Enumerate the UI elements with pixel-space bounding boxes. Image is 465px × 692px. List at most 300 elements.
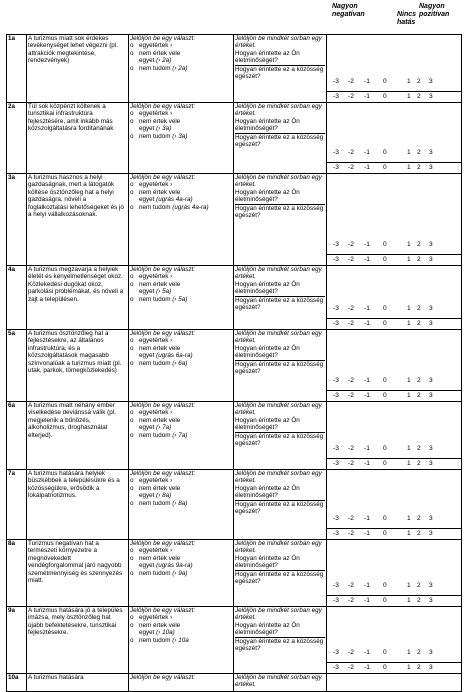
radio-circle-icon[interactable]: o (130, 554, 134, 562)
option-agree[interactable]: o egyetértek › (130, 273, 173, 281)
choice-cell (129, 103, 234, 174)
radio-circle-icon[interactable]: o (130, 569, 134, 577)
scale-option[interactable]: 1 (407, 256, 411, 263)
scale-cell (327, 330, 462, 402)
scale-community[interactable] (327, 162, 461, 173)
option-disagree-cont: egyet (ugrás 4a-ra) (139, 196, 193, 204)
scale-option[interactable]: -3 (333, 256, 339, 263)
choice-cell (129, 607, 234, 674)
scale-option[interactable]: 2 (417, 649, 421, 656)
scale-option[interactable]: 3 (429, 377, 433, 384)
scale-option[interactable]: 0 (383, 149, 387, 156)
scale-option[interactable]: -3 (333, 582, 339, 589)
item-id: 6a (7, 402, 27, 470)
radio-circle-icon[interactable]: o (130, 117, 134, 125)
skip-reference: (ugrás 6a-ra) (156, 352, 193, 360)
radio-circle-icon[interactable]: o (130, 431, 134, 439)
question-cell (234, 330, 327, 402)
scale-option[interactable]: 3 (429, 164, 433, 171)
scale-option[interactable]: -1 (364, 515, 370, 522)
scale-option[interactable]: 3 (429, 460, 433, 467)
scale-option[interactable]: -3 (333, 649, 339, 656)
skip-reference: (ugrás 4a-ra) (172, 203, 209, 211)
question-self: Hogyan érintette az Ön életminőségét? (235, 49, 300, 65)
scale-self[interactable] (327, 514, 461, 524)
scale-option[interactable]: -2 (348, 515, 354, 522)
scale-option[interactable]: 1 (407, 377, 411, 384)
scale-option[interactable]: -1 (364, 530, 370, 537)
table-row (7, 330, 462, 402)
question-community: Hogyan érintette ez a közösség egészét? (235, 296, 324, 312)
radio-circle-icon[interactable]: o (130, 181, 134, 189)
option-dont-know[interactable]: o nem tudom (› 8a) (130, 499, 188, 507)
scale-option[interactable]: 0 (383, 320, 387, 327)
scale-option[interactable]: -1 (364, 597, 370, 604)
scale-option[interactable]: 3 (429, 78, 433, 85)
table-row (7, 470, 462, 540)
scale-option[interactable]: -3 (333, 164, 339, 171)
option-agree[interactable]: o egyetértek › (130, 337, 173, 345)
question-community: Hogyan érintette ez a közösség egészét? (235, 570, 324, 586)
option-disagree-cont: egyet (› 7a) (139, 424, 172, 432)
scale-option[interactable]: -2 (348, 530, 354, 537)
scale-option[interactable]: 3 (429, 582, 433, 589)
skip-reference: (› 9a) (172, 569, 188, 577)
scale-self[interactable] (327, 648, 461, 658)
question-self: Hogyan érintette az Ön életminőségét? (235, 280, 300, 296)
option-disagree-cont: egyet (› 8a) (139, 492, 172, 500)
scale-community[interactable] (327, 662, 461, 673)
radio-circle-icon[interactable]: o (130, 49, 134, 57)
question-self: Hogyan érintette az Ön életminőségét? (235, 188, 300, 204)
table-row (7, 35, 462, 103)
scale-option[interactable]: 2 (417, 582, 421, 589)
skip-reference: (ugrás 9a-ra) (156, 562, 193, 570)
scale-community[interactable] (327, 595, 461, 606)
scale-option[interactable]: 2 (417, 256, 421, 263)
item-id: 7a (7, 470, 27, 540)
table-row (7, 540, 462, 607)
scale-option[interactable]: -2 (348, 241, 354, 248)
scale-option[interactable]: 2 (417, 305, 421, 312)
radio-circle-icon[interactable]: o (130, 42, 134, 50)
option-agree[interactable]: o egyetértek › (130, 477, 173, 485)
radio-circle-icon[interactable]: o (130, 273, 134, 281)
scale-option[interactable]: 1 (407, 649, 411, 656)
scale-option[interactable]: -2 (348, 256, 354, 263)
choice-instruction: Jelöljön be egy választ: (130, 674, 196, 681)
table-row (7, 607, 462, 674)
choice-instruction: Jelöljön be egy választ: (130, 540, 196, 547)
option-dont-know[interactable]: o nem tudom (› 2a) (130, 64, 188, 72)
scale-option[interactable]: 2 (417, 149, 421, 156)
scale-option[interactable]: 0 (383, 664, 387, 671)
scale-option[interactable]: 2 (417, 241, 421, 248)
scale-option[interactable]: -3 (333, 460, 339, 467)
skip-reference: (› 7a) (172, 431, 188, 439)
scale-option[interactable]: -2 (348, 377, 354, 384)
scale-option[interactable]: 0 (383, 305, 387, 312)
scale-option[interactable]: 0 (383, 530, 387, 537)
choice-instruction: Jelöljön be egy választ: (130, 330, 196, 337)
scale-option[interactable]: 1 (407, 241, 411, 248)
scale-option[interactable]: -1 (364, 377, 370, 384)
scale-option[interactable]: -3 (333, 377, 339, 384)
scale-option[interactable]: 2 (417, 445, 421, 452)
scale-option[interactable]: 1 (407, 582, 411, 589)
radio-circle-icon[interactable]: o (130, 636, 134, 644)
option-disagree[interactable]: o nem értek vele (130, 49, 181, 57)
choice-cell (129, 35, 234, 103)
scale-option[interactable]: 3 (429, 149, 433, 156)
item-id: 9a (7, 607, 27, 674)
choice-instruction: Jelöljön be egy választ: (130, 103, 196, 110)
both-rows-instruction: Jelöljön be mindkét sorban egy értéket. (235, 103, 322, 118)
item-statement: A turizmus hatására helyiek büszkébbek a településükre és a közösségükre, erősödik a lokálpatriotizmus. (27, 470, 129, 540)
scale-option[interactable]: 0 (383, 582, 387, 589)
scale-option[interactable]: -1 (364, 582, 370, 589)
item-id: 1a (7, 35, 27, 103)
radio-circle-icon[interactable]: o (130, 547, 134, 555)
scale-option[interactable]: 3 (429, 256, 433, 263)
scale-cell (327, 103, 462, 174)
scale-option[interactable]: 1 (407, 392, 411, 399)
skip-reference: (› 10a) (156, 629, 175, 637)
scale-option[interactable]: 3 (429, 515, 433, 522)
table-row (7, 266, 462, 330)
choice-instruction: Jelöljön be egy választ: (130, 174, 196, 181)
radio-circle-icon[interactable]: o (130, 359, 134, 367)
scale-option[interactable]: -1 (364, 305, 370, 312)
scale-cell (327, 674, 462, 692)
scale-option[interactable]: 2 (417, 460, 421, 467)
questionnaire-table (6, 34, 462, 692)
both-rows-instruction: Jelöljön be mindkét sorban egy értéket. (235, 266, 322, 281)
scale-community[interactable] (327, 91, 461, 102)
skip-reference: (› 2a) (172, 64, 188, 72)
table-row (7, 674, 462, 692)
question-cell (234, 402, 327, 470)
scale-self[interactable] (327, 581, 461, 591)
scale-option[interactable]: 1 (407, 460, 411, 467)
scale-self[interactable] (327, 77, 461, 87)
option-disagree-cont: egyet (› 10a) (139, 629, 175, 637)
question-community: Hogyan érintette ez a közösség egészét? (235, 133, 324, 149)
radio-circle-icon[interactable]: o (130, 477, 134, 485)
scale-cell (327, 174, 462, 266)
scale-option[interactable]: -3 (333, 149, 339, 156)
scale-option[interactable]: -1 (364, 256, 370, 263)
scale-option[interactable]: 3 (429, 392, 433, 399)
scale-community[interactable] (327, 254, 461, 265)
choice-instruction: Jelöljön be egy választ: (130, 402, 196, 409)
scale-community[interactable] (327, 318, 461, 329)
radio-circle-icon[interactable]: o (130, 621, 134, 629)
scale-option[interactable]: -2 (348, 149, 354, 156)
scale-option[interactable]: -1 (364, 320, 370, 327)
item-id: 10a (7, 674, 27, 692)
scale-self[interactable] (327, 240, 461, 250)
radio-circle-icon[interactable]: o (130, 280, 134, 288)
skip-reference: (› 10a (172, 636, 189, 644)
option-disagree[interactable]: o nem értek vele (130, 188, 181, 196)
scale-option[interactable]: -2 (348, 93, 354, 100)
scale-option[interactable]: 2 (417, 377, 421, 384)
question-cell (234, 35, 327, 103)
scale-option[interactable]: -3 (333, 597, 339, 604)
skip-reference: (› 5a) (172, 295, 188, 303)
radio-circle-icon[interactable]: o (130, 64, 134, 72)
table-row (7, 103, 462, 174)
choice-instruction: Jelöljön be egy választ: (130, 266, 196, 273)
header-positive: Nagyon pozitívan (419, 3, 450, 18)
scale-option[interactable]: 1 (407, 515, 411, 522)
scale-option[interactable]: -3 (333, 93, 339, 100)
option-dont-know[interactable]: o nem tudom (› 7a) (130, 431, 188, 439)
scale-option[interactable]: -1 (364, 78, 370, 85)
scale-self[interactable] (327, 148, 461, 158)
question-self: Hogyan érintette az Ön életminőségét? (235, 117, 300, 133)
item-id: 5a (7, 330, 27, 402)
scale-option[interactable]: 0 (383, 460, 387, 467)
skip-reference: (› 2a) (156, 57, 172, 65)
item-statement: A turizmus miatt sok érdekes tevékenységet lehet végezni (pl. attrakciók megtekintése, rendezvények) (27, 35, 129, 103)
scale-option[interactable]: 2 (417, 164, 421, 171)
scale-option[interactable]: -1 (364, 460, 370, 467)
option-dont-know[interactable]: o nem tudom (› 5a) (130, 295, 188, 303)
scale-option[interactable]: -3 (333, 515, 339, 522)
choice-cell (129, 402, 234, 470)
question-cell (234, 607, 327, 674)
item-statement: A turizmus miatt néhány ember viselkedése deviánssá válik (pl. megjelenik a bűnözés, alkoholizmus, droghasználat elterjed). (27, 402, 129, 470)
scale-option[interactable]: 3 (429, 597, 433, 604)
question-cell (234, 540, 327, 607)
scale-option[interactable]: -3 (333, 241, 339, 248)
scale-option[interactable]: 2 (417, 78, 421, 85)
choice-cell (129, 174, 234, 266)
scale-option[interactable]: -3 (333, 305, 339, 312)
scale-option[interactable]: -2 (348, 649, 354, 656)
header-negative: Nagyon negatívan (332, 3, 365, 18)
scale-option[interactable]: 1 (407, 664, 411, 671)
scale-option[interactable]: 0 (383, 241, 387, 248)
scale-option[interactable]: -3 (333, 320, 339, 327)
radio-circle-icon[interactable]: o (130, 337, 134, 345)
scale-option[interactable]: 3 (429, 320, 433, 327)
scale-option[interactable]: -2 (348, 305, 354, 312)
option-dont-know[interactable]: o nem tudom (› 10a (130, 636, 189, 644)
scale-option[interactable]: 1 (407, 78, 411, 85)
option-agree[interactable]: o egyetértek › (130, 110, 173, 118)
option-disagree-cont: egyet (› 5a) (139, 288, 172, 296)
scale-option[interactable]: -2 (348, 445, 354, 452)
scale-option[interactable]: -1 (364, 149, 370, 156)
radio-circle-icon[interactable]: o (130, 484, 134, 492)
radio-circle-icon[interactable]: o (130, 188, 134, 196)
scale-option[interactable]: -1 (364, 445, 370, 452)
choice-instruction: Jelöljön be egy választ: (130, 607, 196, 614)
scale-community[interactable] (327, 458, 461, 469)
scale-option[interactable]: 0 (383, 93, 387, 100)
scale-self[interactable] (327, 376, 461, 386)
question-community: Hogyan érintette ez a közösség egészét? (235, 204, 324, 220)
scale-option[interactable]: -3 (333, 78, 339, 85)
scale-cell (327, 470, 462, 540)
scale-option[interactable]: 2 (417, 392, 421, 399)
scale-option[interactable]: 3 (429, 530, 433, 537)
scale-option[interactable]: 3 (429, 445, 433, 452)
question-self: Hogyan érintette az Ön életminőségét? (235, 621, 300, 637)
option-dont-know[interactable]: o nem tudom (› 3a) (130, 132, 188, 140)
scale-option[interactable]: 0 (383, 515, 387, 522)
table-row (7, 402, 462, 470)
scale-option[interactable]: 0 (383, 164, 387, 171)
scale-self[interactable] (327, 444, 461, 454)
skip-reference: (ugrás 4a-ra) (156, 196, 193, 204)
item-id: 4a (7, 266, 27, 330)
scale-option[interactable]: -2 (348, 582, 354, 589)
scale-option[interactable]: -2 (348, 460, 354, 467)
skip-reference: (› 8a) (172, 499, 188, 507)
question-community: Hogyan érintette ez a közösség egészét? (235, 637, 324, 653)
question-self: Hogyan érintette az Ön életminőségét? (235, 554, 300, 570)
scale-option[interactable]: 3 (429, 664, 433, 671)
option-dont-know[interactable]: o nem tudom (› 6a) (130, 359, 188, 367)
scale-option[interactable]: 0 (383, 445, 387, 452)
option-disagree[interactable]: o nem értek vele (130, 117, 181, 125)
scale-option[interactable]: -2 (348, 664, 354, 671)
question-cell (234, 103, 327, 174)
option-agree[interactable]: o egyetértek › (130, 409, 173, 417)
scale-cell (327, 266, 462, 330)
item-statement: A turizmus megzavarja a helyiek életét és kényelmetlenséget okoz. Közlekedési dugókat okoz, parkolási problémákat, és növeli a zajt a településen. (27, 266, 129, 330)
scale-option[interactable]: 1 (407, 93, 411, 100)
radio-circle-icon[interactable]: o (130, 614, 134, 622)
scale-option[interactable]: 3 (429, 241, 433, 248)
option-disagree-cont: egyet (› 3a) (139, 125, 172, 133)
scale-option[interactable]: 1 (407, 305, 411, 312)
scale-option[interactable]: -1 (364, 392, 370, 399)
option-dont-know[interactable]: o nem tudom (ugrás 4a-ra) (130, 203, 209, 211)
both-rows-instruction: Jelöljön be mindkét sorban egy értéket. (235, 330, 322, 345)
option-disagree-cont: egyet (ugrás 6a-ra) (139, 352, 193, 360)
scale-option[interactable]: 1 (407, 597, 411, 604)
scale-option[interactable]: 3 (429, 93, 433, 100)
skip-reference: (› 3a) (172, 132, 188, 140)
item-id: 2a (7, 103, 27, 174)
scale-community[interactable] (327, 390, 461, 401)
question-self: Hogyan érintette az Ön életminőségét? (235, 344, 300, 360)
scale-option[interactable]: -3 (333, 664, 339, 671)
both-rows-instruction: Jelöljön be mindkét sorban egy értéket. (235, 174, 322, 189)
option-agree[interactable]: o egyetértek › (130, 181, 173, 189)
option-disagree[interactable]: o nem értek vele (130, 554, 181, 562)
radio-circle-icon[interactable]: o (130, 132, 134, 140)
scale-option[interactable]: 0 (383, 649, 387, 656)
scale-option[interactable]: 1 (407, 320, 411, 327)
option-disagree[interactable]: o nem értek vele (130, 416, 181, 424)
scale-option[interactable]: 2 (417, 530, 421, 537)
question-community: Hogyan érintette ez a közösség egészét? (235, 432, 324, 448)
scale-option[interactable]: -2 (348, 320, 354, 327)
option-agree[interactable]: o egyetértek › (130, 42, 173, 50)
scale-option[interactable]: 2 (417, 320, 421, 327)
option-disagree[interactable]: o nem értek vele (130, 621, 181, 629)
scale-option[interactable]: -1 (364, 649, 370, 656)
both-rows-instruction: Jelöljön be mindkét sorban egy értéket. (235, 607, 322, 622)
option-disagree-cont: egyet (› 2a) (139, 57, 172, 65)
scale-community[interactable] (327, 528, 461, 539)
scale-option[interactable]: 2 (417, 515, 421, 522)
scale-option[interactable]: 2 (417, 93, 421, 100)
scale-option[interactable]: 1 (407, 164, 411, 171)
radio-circle-icon[interactable]: o (130, 416, 134, 424)
scale-option[interactable]: -3 (333, 530, 339, 537)
item-statement: A turizmus hatására (27, 674, 129, 692)
scale-option[interactable]: 1 (407, 445, 411, 452)
question-cell (234, 174, 327, 266)
option-agree[interactable]: o egyetértek › (130, 547, 173, 555)
both-rows-instruction: Jelöljön be mindkét sorban egy értéket. (235, 470, 322, 485)
scale-option[interactable]: 1 (407, 530, 411, 537)
option-dont-know[interactable]: o nem tudom (› 9a) (130, 569, 188, 577)
scale-option[interactable]: -2 (348, 164, 354, 171)
radio-circle-icon[interactable]: o (130, 409, 134, 417)
both-rows-instruction: Jelöljön be mindkét sorban egy értéket. (235, 674, 322, 689)
radio-circle-icon[interactable]: o (130, 110, 134, 118)
choice-cell (129, 470, 234, 540)
scale-self[interactable] (327, 304, 461, 314)
question-community: Hogyan érintette ez a közösség egészét? (235, 360, 324, 376)
item-id: 8a (7, 540, 27, 607)
scale-option[interactable]: -1 (364, 241, 370, 248)
radio-circle-icon[interactable]: o (130, 499, 134, 507)
scale-option[interactable]: -2 (348, 78, 354, 85)
option-disagree[interactable]: o nem értek vele (130, 280, 181, 288)
option-disagree[interactable]: o nem értek vele (130, 484, 181, 492)
scale-option[interactable]: -3 (333, 392, 339, 399)
both-rows-instruction: Jelöljön be mindkét sorban egy értéket. (235, 35, 322, 50)
item-id: 3a (7, 174, 27, 266)
scale-option[interactable]: 3 (429, 649, 433, 656)
choice-instruction: Jelöljön be egy választ: (130, 35, 196, 42)
radio-circle-icon[interactable]: o (130, 295, 134, 303)
item-statement: A turizmus ösztönzőleg hat a fejlesztésekre, az általános infrastruktúra, és a közszolgáltatások magasabb színvonalúak a turizmus miatt (pl. utak, parkok, tömegközlekedés) (27, 330, 129, 402)
scale-option[interactable]: 1 (407, 149, 411, 156)
scale-option[interactable]: -1 (364, 93, 370, 100)
option-disagree[interactable]: o nem értek vele (130, 344, 181, 352)
scale-option[interactable]: -2 (348, 597, 354, 604)
scale-option[interactable]: 0 (383, 256, 387, 263)
scale-option[interactable]: 0 (383, 392, 387, 399)
scale-option[interactable]: 0 (383, 597, 387, 604)
scale-option[interactable]: 3 (429, 305, 433, 312)
scale-option[interactable]: -1 (364, 664, 370, 671)
scale-option[interactable]: -3 (333, 445, 339, 452)
scale-option[interactable]: 0 (383, 377, 387, 384)
radio-circle-icon[interactable]: o (130, 344, 134, 352)
scale-option[interactable]: 2 (417, 597, 421, 604)
scale-option[interactable]: -1 (364, 164, 370, 171)
option-agree[interactable]: o egyetértek › (130, 614, 173, 622)
scale-cell (327, 402, 462, 470)
skip-reference: (› 3a) (156, 125, 172, 133)
scale-option[interactable]: 2 (417, 664, 421, 671)
scale-option[interactable]: 0 (383, 78, 387, 85)
radio-circle-icon[interactable]: o (130, 203, 134, 211)
question-self: Hogyan érintette az Ön életminőségét? (235, 416, 300, 432)
scale-option[interactable]: -2 (348, 392, 354, 399)
